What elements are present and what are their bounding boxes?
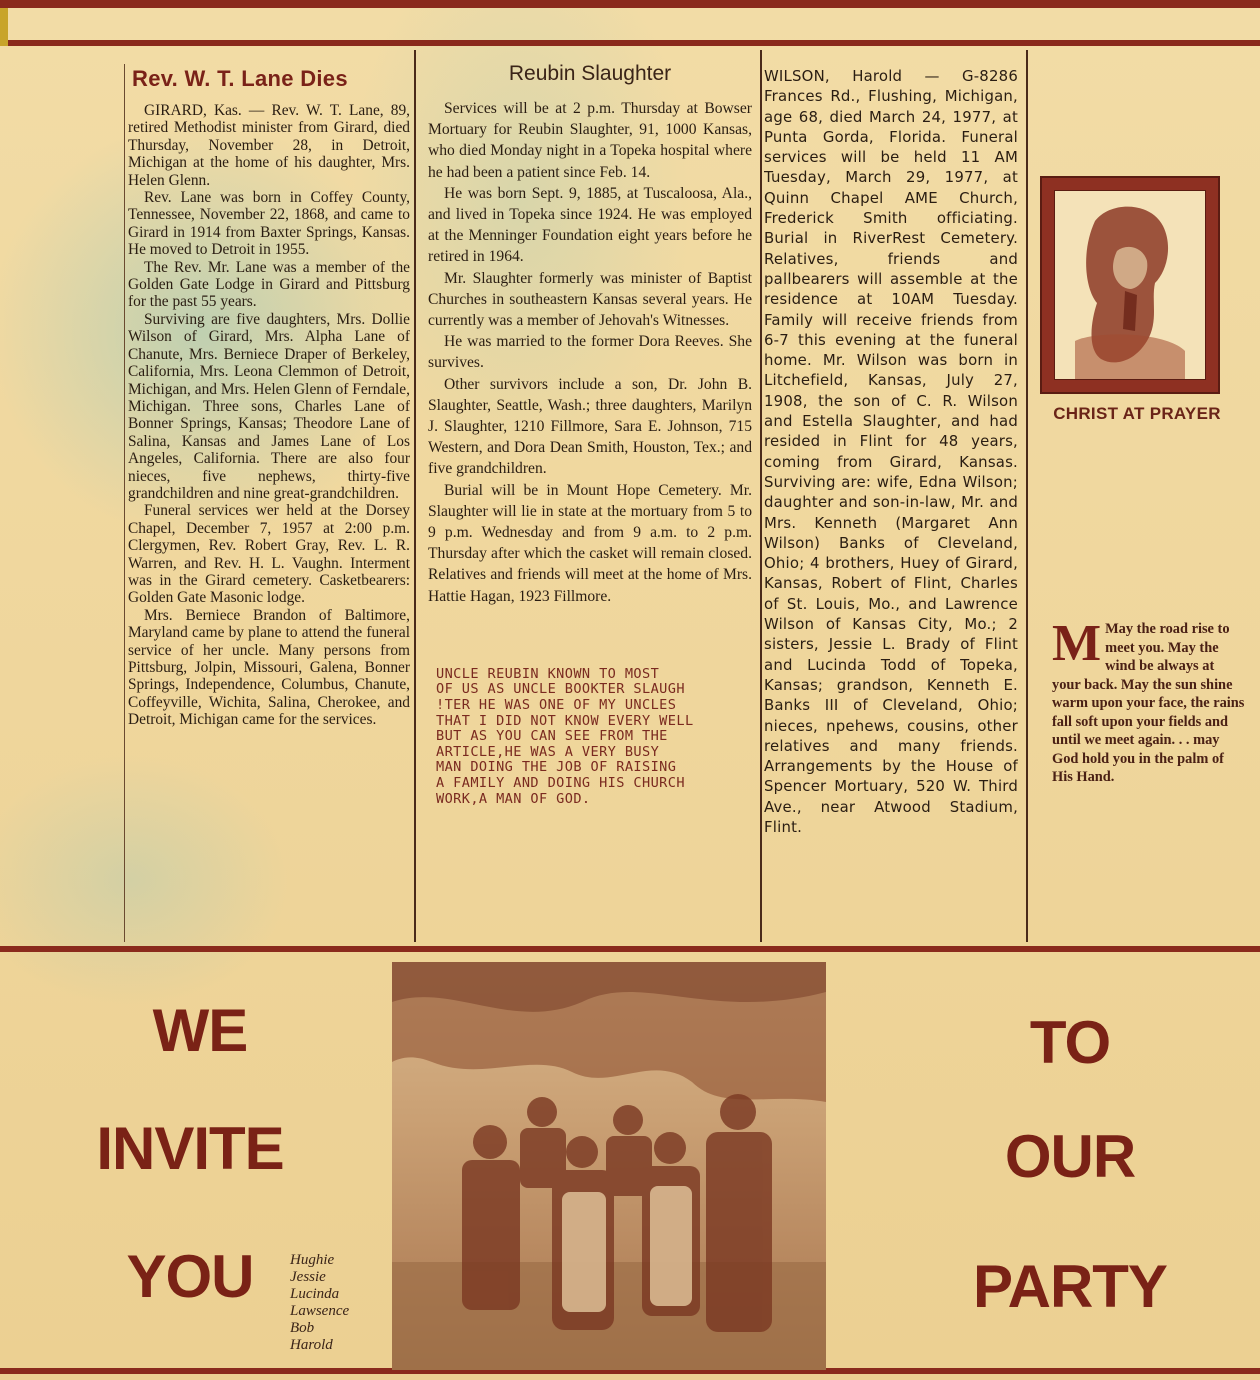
blessing-dropcap: M xyxy=(1052,615,1102,672)
clipping-edge xyxy=(124,64,125,942)
name: Hughie xyxy=(290,1252,335,1268)
slaughter-obituary xyxy=(428,60,752,940)
invite-word-to: TO xyxy=(1029,1009,1111,1076)
column-divider xyxy=(414,50,416,942)
handwritten-note xyxy=(436,667,752,807)
slaughter-paragraph: Burial will be in Mount Hope Cemetery. Mr. Slaughter will lie in state at the mortuary from 5 to 9 p.m. Wednesday and from 9 a.m. to 2 p.m. Thursday after which the casket will remain closed. Relatives and friends will meet at the home of Mrs. Hattie Hagan, 1923 Fillmore. xyxy=(428,481,752,605)
names-list xyxy=(290,1252,349,1354)
irish-blessing xyxy=(1052,615,1246,787)
column-divider xyxy=(1026,50,1028,942)
group-photo xyxy=(392,962,826,1370)
name: Lucinda xyxy=(290,1286,340,1302)
slaughter-paragraph: He was married to the former Dora Reeves. She survives. xyxy=(428,333,752,372)
lane-body xyxy=(128,102,410,729)
lane-paragraph: Funeral services wer held at the Dorsey Chapel, December 7, 1957 at 2:00 p.m. Clergymen, Rev. Robert Gray, Rev. L. R. Warren, and Rev. H. L. Vaughn. Interment was in the Girard cemetery. Casketbearers: Golden Gate Masonic lodge. xyxy=(128,502,410,607)
blessing-text: May the road rise to meet you. May the wind be always at your back. May the sun shine warm upon your face, the rains fall soft upon your fields and until we meet again. . . may God hold you in the palm of His Hand. xyxy=(1052,621,1245,785)
note-line: BUT AS YOU CAN SEE FROM THE xyxy=(436,728,668,745)
note-line: THAT I DID NOT KNOW EVERY WELL xyxy=(436,712,694,729)
left-edge-strip xyxy=(0,8,8,46)
note-line: UNCLE REUBIN KNOWN TO MOST xyxy=(436,665,660,682)
note-line: MAN DOING THE JOB OF RAISING xyxy=(436,759,677,776)
wilson-body: WILSON, Harold — G-8286 Frances Rd., Flushing, Michigan, age 68, died March 24, 1977, at Punta Gorda, Florida. Funeral services will be held 11 AM Tuesday, March 29, 1977, at Quinn Chapel AME Church, Frederick Smith officiating. Burial in RiverRest Cemetery. Relatives, friends and pallbearers will assemble at the residence at 10AM Tuesday. Family will receive friends from 6-7 this evening at the funeral home. Mr. Wilson was born in Litchefield, Kansas, July 27, 1908, the son of C. R. Wilson and Estella Slaughter, and had resided in Flint for 48 years, coming from Girard, Kansas. Surviving are: wife, Edna Wilson; daughter and son-in-law, Mr. and Mrs. Kenneth (Margaret Ann Wilson) Banks of Cleveland, Ohio; 4 brothers, Huey of Girard, Kansas, Robert of Flint, Charles of St. Louis, Mo., and Lawrence Wilson of Kansas City, Mo.; 2 sisters, Jessie L. Brady of Flint and Lucinda Todd of Topeka, Kansas; grandson, Kenneth E. Banks III of Cleveland, Ohio; nieces, npehews, cousins, other relatives and many friends. Arrangements by the House of Spencer Mortuary, 520 W. Third Ave., near Atwood Stadium, Flint. xyxy=(764,67,1018,836)
invite-word-party: PARTY xyxy=(973,1253,1167,1320)
lane-paragraph: Mrs. Berniece Brandon of Baltimore, Maryland came by plane to attend the funeral service of her uncle. Many persons from Pittsburg, Jolpin, Missouri, Galena, Bonner Springs, Independence, Columbus, Chanute, Coffeyville, Wichita, Salina, Cherokee, and Detroit, Michigan came for the services. xyxy=(128,606,410,729)
name: Harold xyxy=(290,1337,333,1353)
note-line: !TER HE WAS ONE OF MY UNCLES xyxy=(436,697,677,714)
prayer-card xyxy=(1032,60,1254,940)
note-line: ARTICLE,HE WAS A VERY BUSY xyxy=(436,743,660,760)
invite-word-we: WE xyxy=(152,997,248,1064)
top-inner-rule xyxy=(0,40,1260,46)
slaughter-paragraph: Services will be at 2 p.m. Thursday at Bowser Mortuary for Reubin Slaughter, 91, 1000 Kansas, who died Monday night in a Topeka hospital where he had been a patient since Feb. 14. xyxy=(428,100,752,181)
wilson-obituary xyxy=(764,66,1018,912)
column-divider xyxy=(760,50,762,942)
invite-word-our: OUR xyxy=(1004,1123,1136,1190)
slaughter-paragraph: Other survivors include a son, Dr. John B. Slaughter, Seattle, Wash.; three daughters, Marilyn J. Slaughter, 1210 Fillmore, Sara E. Johnson, 715 Western, and Dora Dean Smith, Houston, Tex.; and five grandchildren. xyxy=(428,375,752,478)
picture-caption: CHRIST AT PRAYER xyxy=(1053,404,1221,423)
group-photo-illustration xyxy=(392,962,826,1370)
lane-paragraph: Rev. Lane was born in Coffey County, Tennessee, November 22, 1868, and came to Girard in 1914 from Baxter Springs, Kansas. He moved to Detroit in 1955. xyxy=(128,189,410,259)
slaughter-paragraph: Mr. Slaughter formerly was minister of Baptist Churches in southeastern Kansas several years. He currently was a member of Jehovah's Witnesses. xyxy=(428,269,752,330)
name: Jessie xyxy=(290,1269,326,1285)
lane-obituary xyxy=(128,62,410,934)
slaughter-headline: Reubin Slaughter xyxy=(508,62,672,85)
name: Bob xyxy=(290,1320,315,1336)
slaughter-paragraph: He was born Sept. 9, 1885, at Tuscaloosa, Ala., and lived in Topeka since 1924. He was employed at the Menninger Foundation eight years before he retired in 1964. xyxy=(428,184,752,266)
note-line: A FAMILY AND DOING HIS CHURCH xyxy=(436,775,685,792)
lane-paragraph: The Rev. Mr. Lane was a member of the Golden Gate Lodge in Girard and Pittsburg for the past 55 years. xyxy=(128,258,410,311)
lane-paragraph: Surviving are five daughters, Mrs. Dollie Wilson of Girard, Mrs. Alpha Lane of Chanute, Mrs. Berniece Draper of Berkeley, California, Mrs. Leona Clemmon of Detroit, Michigan, and Mrs. Helen Glenn of Ferndale, Michigan. Three sons, Charles Lane of Bonner Springs, Kansas; Theodore Lane of Salina, Kansas and James Lane of Los Angeles, California. There are also four nieces, five nephews, thirty-five grandchildren and nine great-grandchildren. xyxy=(128,310,410,502)
christ-at-prayer-picture xyxy=(1040,176,1220,394)
lane-paragraph: GIRARD, Kas. — Rev. W. T. Lane, 89, retired Methodist minister from Girard, died Thursday, November 28, in Detroit, Michigan at the home of his daughter, Mrs. Helen Glenn. xyxy=(128,102,410,189)
invite-top-rule xyxy=(0,946,1260,952)
name: Lawsence xyxy=(290,1303,350,1319)
invite-word-you: YOU xyxy=(126,1243,254,1310)
top-border-rule xyxy=(0,0,1260,8)
slaughter-body xyxy=(428,98,752,607)
invite-word-invite: INVITE xyxy=(96,1115,284,1182)
note-line: OF US AS UNCLE BOOKTER SLAUGH xyxy=(436,681,685,698)
note-line: WORK,A MAN OF GOD. xyxy=(436,790,591,807)
lane-headline: Rev. W. T. Lane Dies xyxy=(132,66,348,91)
praying-figure-illustration xyxy=(1055,191,1205,379)
